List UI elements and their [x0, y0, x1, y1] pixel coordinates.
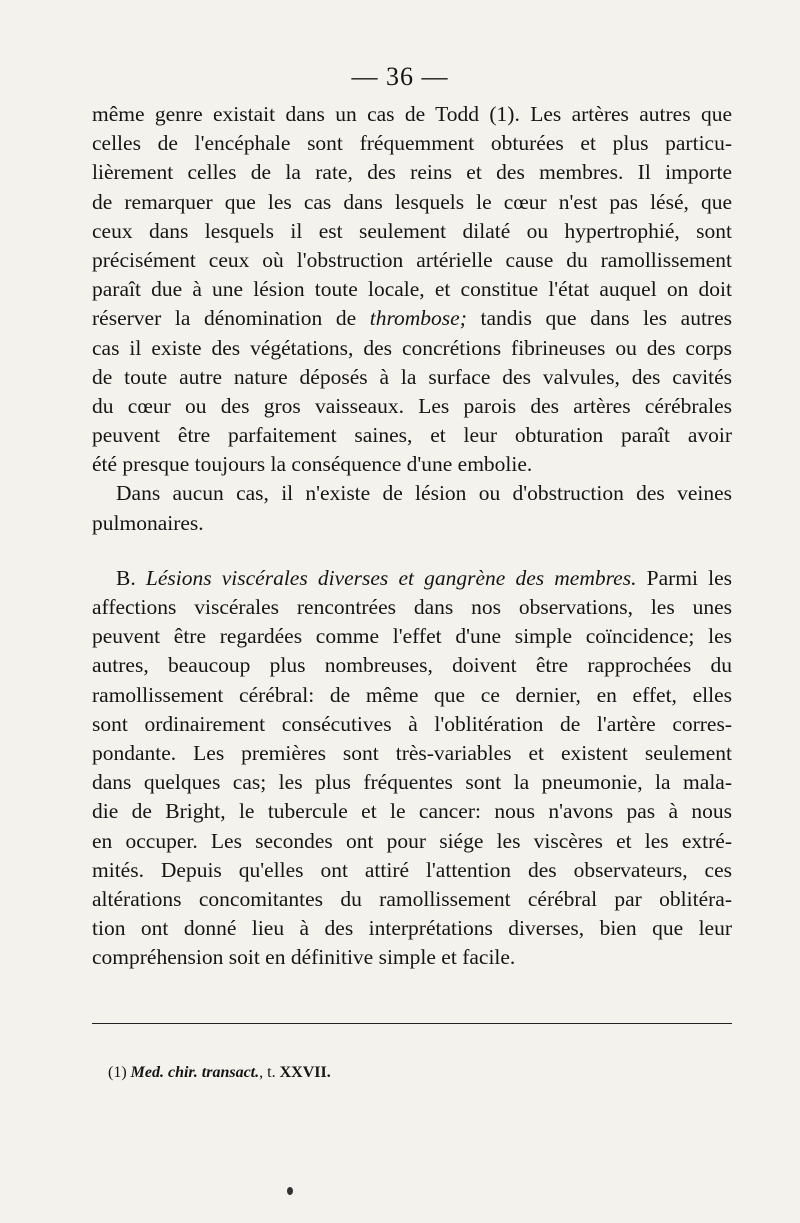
text-line: peuvent être regardées comme l'effet d'une simple coïncidence; les	[92, 624, 732, 649]
text-line	[92, 304, 732, 333]
paragraph-gap	[92, 538, 732, 564]
text-run: , t.	[259, 1064, 280, 1081]
text-line: de remarquer que les cas dans lesquels le cœur n'est pas lésé, que	[92, 189, 732, 214]
text-line: de toute autre nature déposés à la surface des valvules, des cavités	[92, 364, 732, 389]
footnote-volume: XXVII.	[279, 1064, 331, 1081]
text-line: précisément ceux où l'obstruction artérielle cause du ramollissement	[92, 247, 732, 272]
text-line: été presque toujours la conséquence d'une embolie.	[92, 452, 533, 477]
text-line: affections viscérales rencontrées dans nos observations, les unes	[92, 595, 732, 619]
text-line: die de Bright, le tubercule et le cancer: nous n'avons pas à nous	[92, 799, 732, 824]
text-line: ramollissement cérébral: de même que ce dernier, en effet, elles	[92, 682, 732, 707]
text-line: ceux dans lesquels il est seulement dilaté ou hypertrophié, sont	[92, 218, 732, 243]
text-line: du cœur ou des gros vaisseaux. Les parois des artères cérébrales	[92, 393, 732, 418]
text-line: celles de l'encéphale sont fréquemment obturées et plus particu-	[92, 131, 732, 156]
text-line: altérations concomitantes du ramollissement cérébral par oblitéra-	[92, 886, 732, 911]
text-run: Parmi les	[636, 565, 732, 590]
text-run: tandis que dans les autres	[466, 306, 732, 331]
text-line: autres, beaucoup plus nombreuses, doivent être rapprochées du	[92, 653, 732, 678]
text-line: dans quelques cas; les plus fréquentes sont la pneumonie, la mala-	[92, 770, 732, 795]
text-run: réserver la dénomination de	[92, 306, 370, 331]
text-line: tion ont donné lieu à des interprétations diverses, bien que leur	[92, 916, 732, 941]
section-title: Lésions viscérales diverses et gangrène des membres.	[145, 565, 637, 590]
italic-term: thrombose;	[369, 306, 467, 331]
text-line: même genre existait dans un cas de Todd (1). Les artères autres que	[92, 102, 732, 126]
footnote-marker: (1)	[108, 1064, 131, 1081]
text-line: sont ordinairement consécutives à l'oblitération de l'artère corres-	[92, 711, 732, 736]
page-number: — 36 —	[351, 62, 449, 91]
text-line: lièrement celles de la rate, des reins et des membres. Il importe	[92, 160, 732, 185]
footnote	[108, 1064, 331, 1082]
text-line: cas il existe des végétations, des concrétions fibrineuses ou des corps	[92, 335, 732, 360]
text-line: peuvent être parfaitement saines, et leur obturation paraît avoir	[92, 423, 732, 448]
text-line: en occuper. Les secondes ont pour siége les viscères et les extré-	[92, 828, 732, 853]
text-line: mités. Depuis qu'elles ont attiré l'attention des observateurs, ces	[92, 857, 732, 882]
section-heading-line	[92, 564, 732, 593]
section-label: B.	[116, 565, 146, 590]
text-line: paraît due à une lésion toute locale, et constitue l'état auquel on doit	[92, 277, 732, 302]
ink-speck	[287, 1187, 293, 1195]
body-text	[92, 100, 732, 972]
footnote-rule	[92, 1023, 732, 1024]
text-line: pondante. Les premières sont très-variables et existent seulement	[92, 740, 732, 765]
text-line: Dans aucun cas, il n'existe de lésion ou d'obstruction des veines	[116, 481, 732, 506]
text-line: pulmonaires.	[92, 510, 204, 535]
text-line: compréhension soit en définitive simple et facile.	[92, 945, 516, 970]
footnote-source: Med. chir. transact.	[130, 1064, 260, 1081]
